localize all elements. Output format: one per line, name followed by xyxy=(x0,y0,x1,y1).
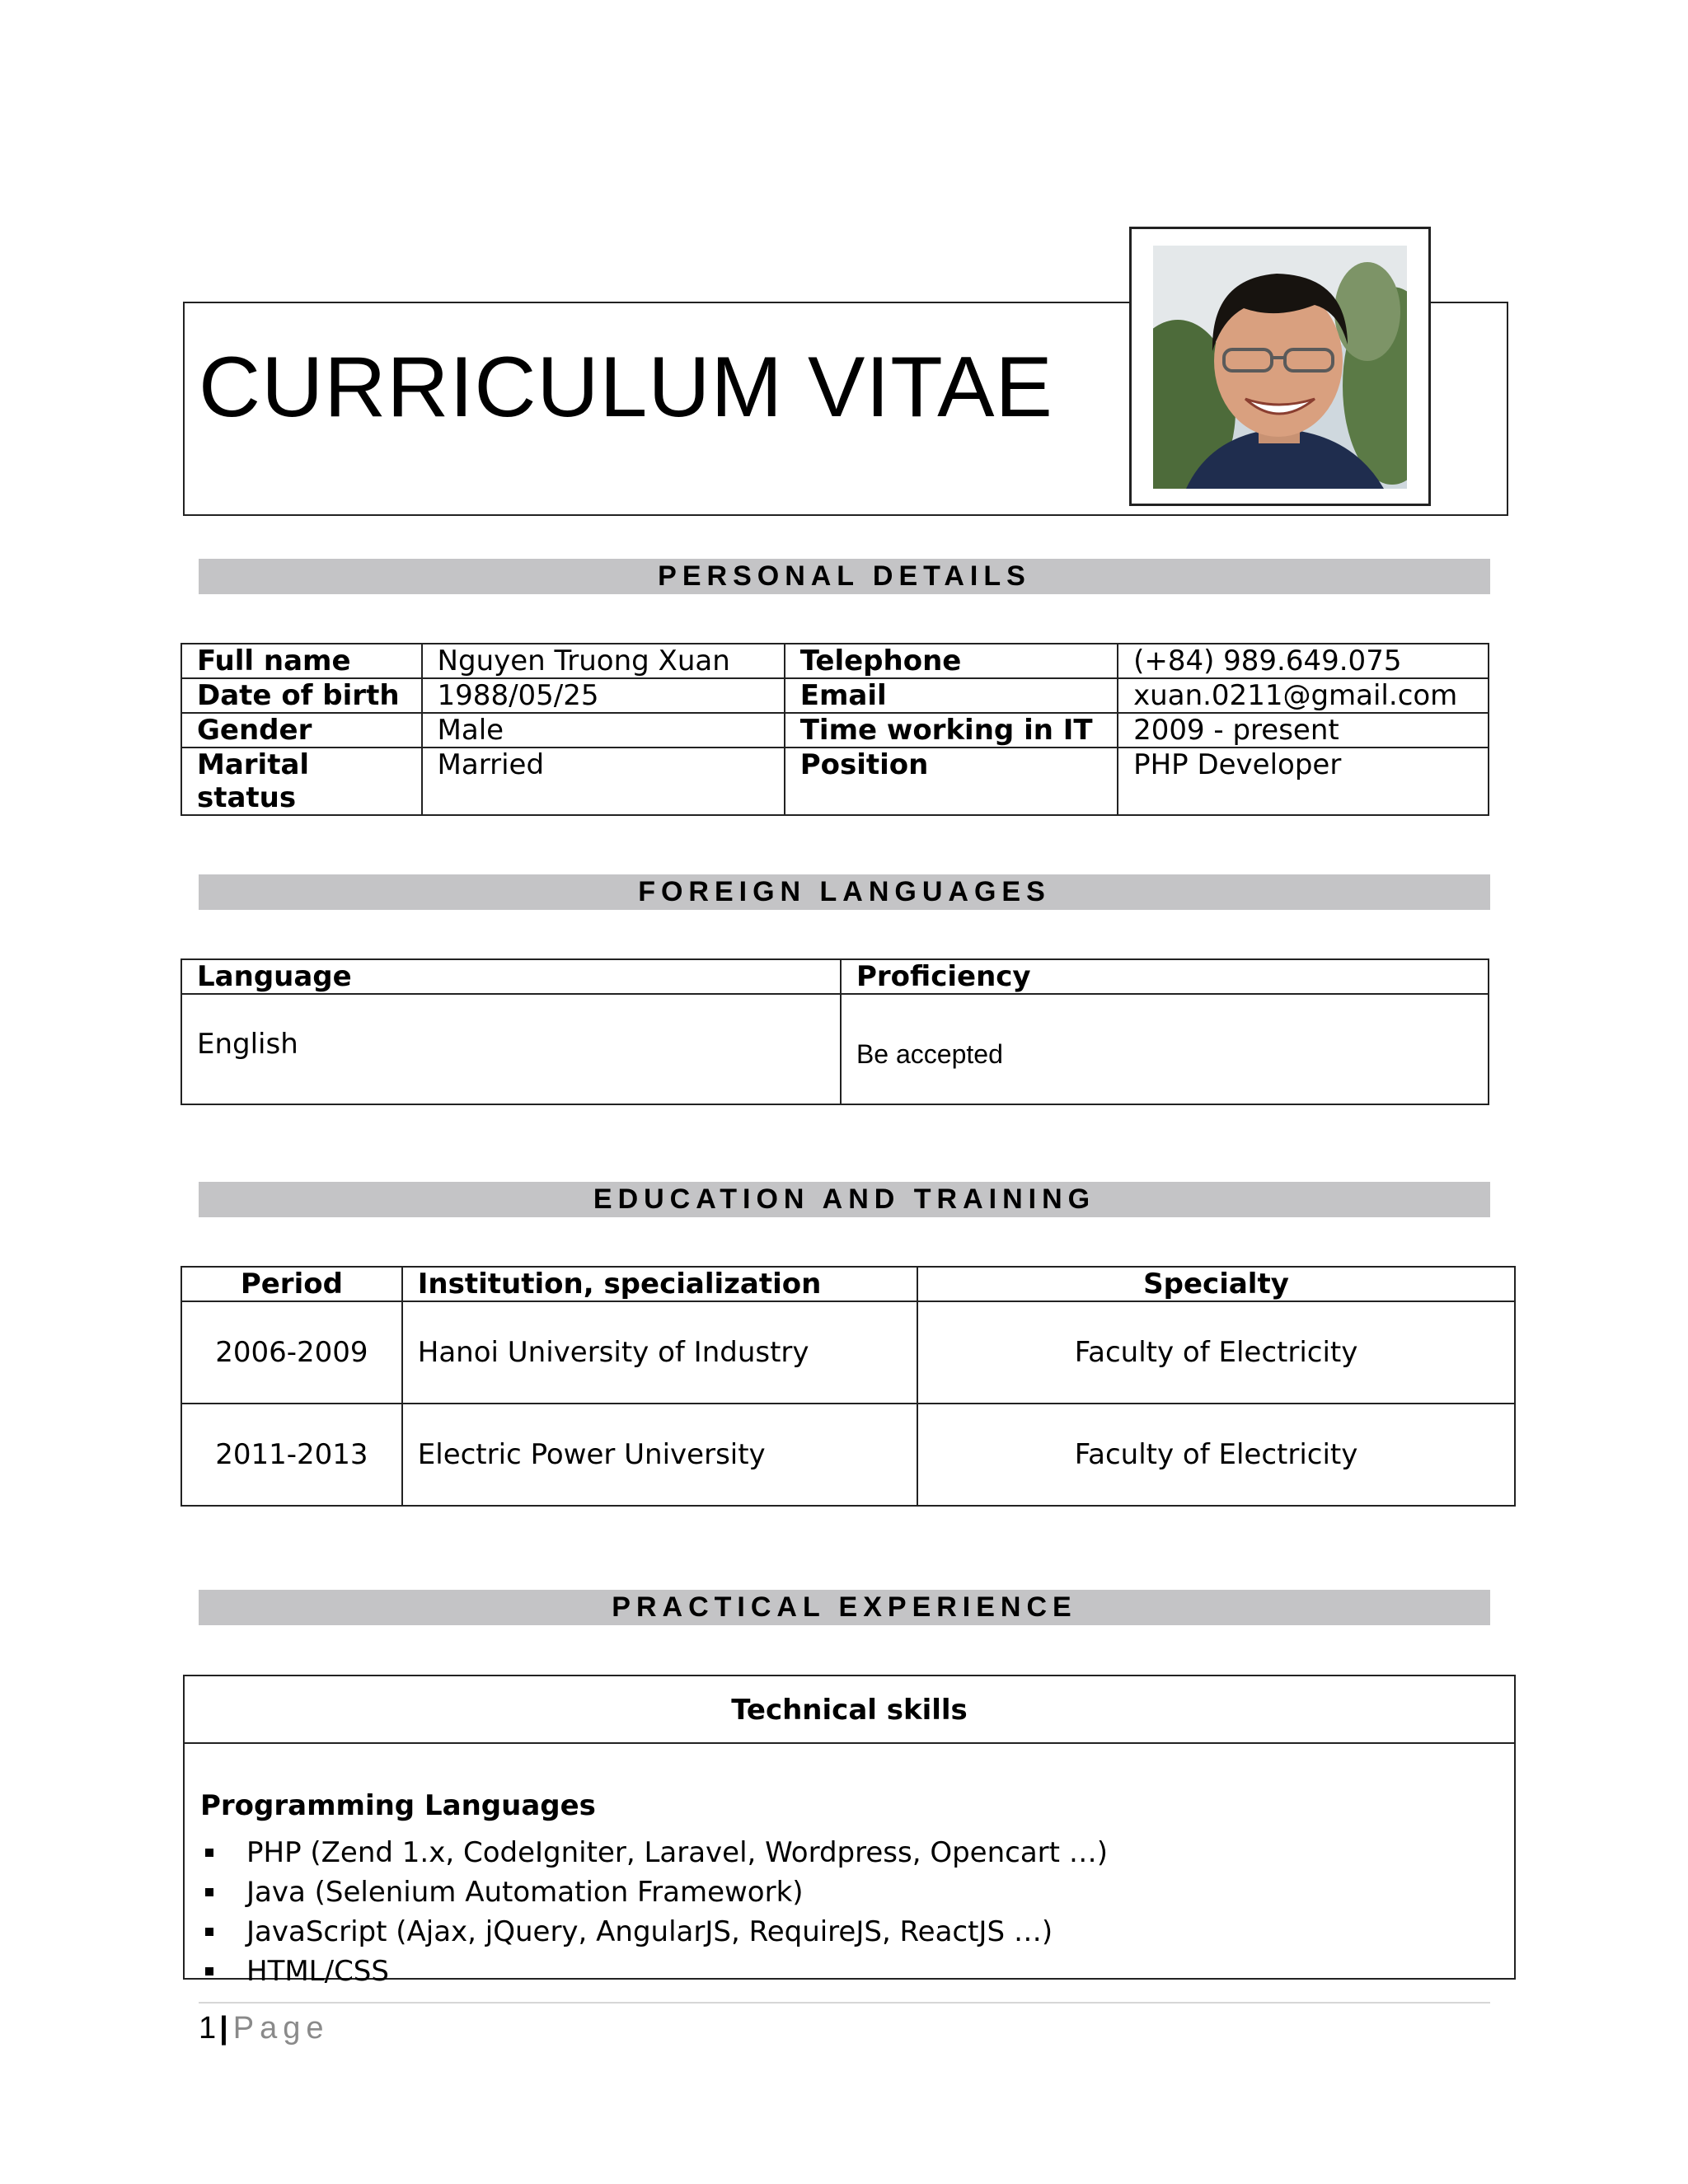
list-item xyxy=(200,1833,1108,1872)
profile-photo xyxy=(1153,246,1407,489)
page-footer xyxy=(199,2008,330,2049)
header-proficiency: Proficiency xyxy=(841,959,1489,994)
document-title: CURRICULUM VITAE xyxy=(199,340,1053,435)
label-telephone: Telephone xyxy=(785,644,1118,678)
table-row xyxy=(181,1301,1515,1404)
page-separator: | xyxy=(219,2011,228,2046)
page-number: 1 xyxy=(199,2011,217,2046)
personal-details-table xyxy=(181,643,1489,816)
list-item xyxy=(200,1952,1108,1991)
label-position: Position xyxy=(785,748,1118,815)
skill-text: HTML/CSS xyxy=(246,1955,389,1988)
skill-text: Java (Selenium Automation Framework) xyxy=(246,1876,804,1909)
bullet-icon xyxy=(205,1849,213,1857)
table-row xyxy=(181,1267,1515,1301)
education-specialty: Faculty of Electricity xyxy=(917,1301,1515,1404)
skills-list xyxy=(200,1833,1108,1991)
table-row xyxy=(181,713,1489,748)
header-specialty: Specialty xyxy=(917,1267,1515,1301)
bullet-icon xyxy=(205,1928,213,1936)
language-english: English xyxy=(181,994,841,1104)
table-row xyxy=(181,678,1489,713)
label-gender: Gender xyxy=(181,713,422,748)
header-period: Period xyxy=(181,1267,402,1301)
skill-text: PHP (Zend 1.x, CodeIgniter, Laravel, Wordpress, Opencart …) xyxy=(246,1836,1109,1869)
table-row xyxy=(181,1404,1515,1506)
value-telephone: (+84) 989.649.075 xyxy=(1118,644,1489,678)
languages-table xyxy=(181,958,1489,1105)
value-position: PHP Developer xyxy=(1118,748,1489,815)
section-foreign-languages: FOREIGN LANGUAGES xyxy=(199,874,1490,910)
header-language: Language xyxy=(181,959,841,994)
section-practical-experience: PRACTICAL EXPERIENCE xyxy=(199,1590,1490,1625)
section-personal-details: PERSONAL DETAILS xyxy=(199,559,1490,594)
profile-photo-frame xyxy=(1129,227,1431,506)
education-table xyxy=(181,1266,1516,1507)
table-row xyxy=(181,959,1489,994)
value-date-of-birth: 1988/05/25 xyxy=(422,678,785,713)
label-time-working: Time working in IT xyxy=(785,713,1118,748)
value-gender: Male xyxy=(422,713,785,748)
table-row xyxy=(181,994,1489,1104)
header-institution: Institution, specialization xyxy=(402,1267,917,1301)
page-label: Page xyxy=(232,2011,330,2046)
label-date-of-birth: Date of birth xyxy=(181,678,422,713)
skill-text: JavaScript (Ajax, jQuery, AngularJS, RequireJS, ReactJS …) xyxy=(246,1915,1053,1948)
proficiency-value: Be accepted xyxy=(841,994,1489,1104)
section-education: EDUCATION AND TRAINING xyxy=(199,1182,1490,1217)
label-email: Email xyxy=(785,678,1118,713)
technical-skills-heading: Technical skills xyxy=(185,1676,1514,1744)
value-time-working: 2009 - present xyxy=(1118,713,1489,748)
education-specialty: Faculty of Electricity xyxy=(917,1404,1515,1506)
education-period: 2006-2009 xyxy=(181,1301,402,1404)
label-marital-status: Marital status xyxy=(181,748,422,815)
value-full-name: Nguyen Truong Xuan xyxy=(422,644,785,678)
list-item xyxy=(200,1912,1108,1952)
education-institution: Electric Power University xyxy=(402,1404,917,1506)
label-full-name: Full name xyxy=(181,644,422,678)
bullet-icon xyxy=(205,1967,213,1975)
bullet-icon xyxy=(205,1888,213,1896)
technical-skills-box xyxy=(183,1675,1516,1988)
education-institution: Hanoi University of Industry xyxy=(402,1301,917,1404)
table-row xyxy=(181,748,1489,815)
value-marital-status: Married xyxy=(422,748,785,815)
value-email: xuan.0211@gmail.com xyxy=(1118,678,1489,713)
table-row xyxy=(181,644,1489,678)
list-item xyxy=(200,1872,1108,1912)
education-period: 2011-2013 xyxy=(181,1404,402,1506)
footer-rule xyxy=(199,2002,1490,2004)
programming-languages-heading: Programming Languages xyxy=(200,1789,596,1822)
